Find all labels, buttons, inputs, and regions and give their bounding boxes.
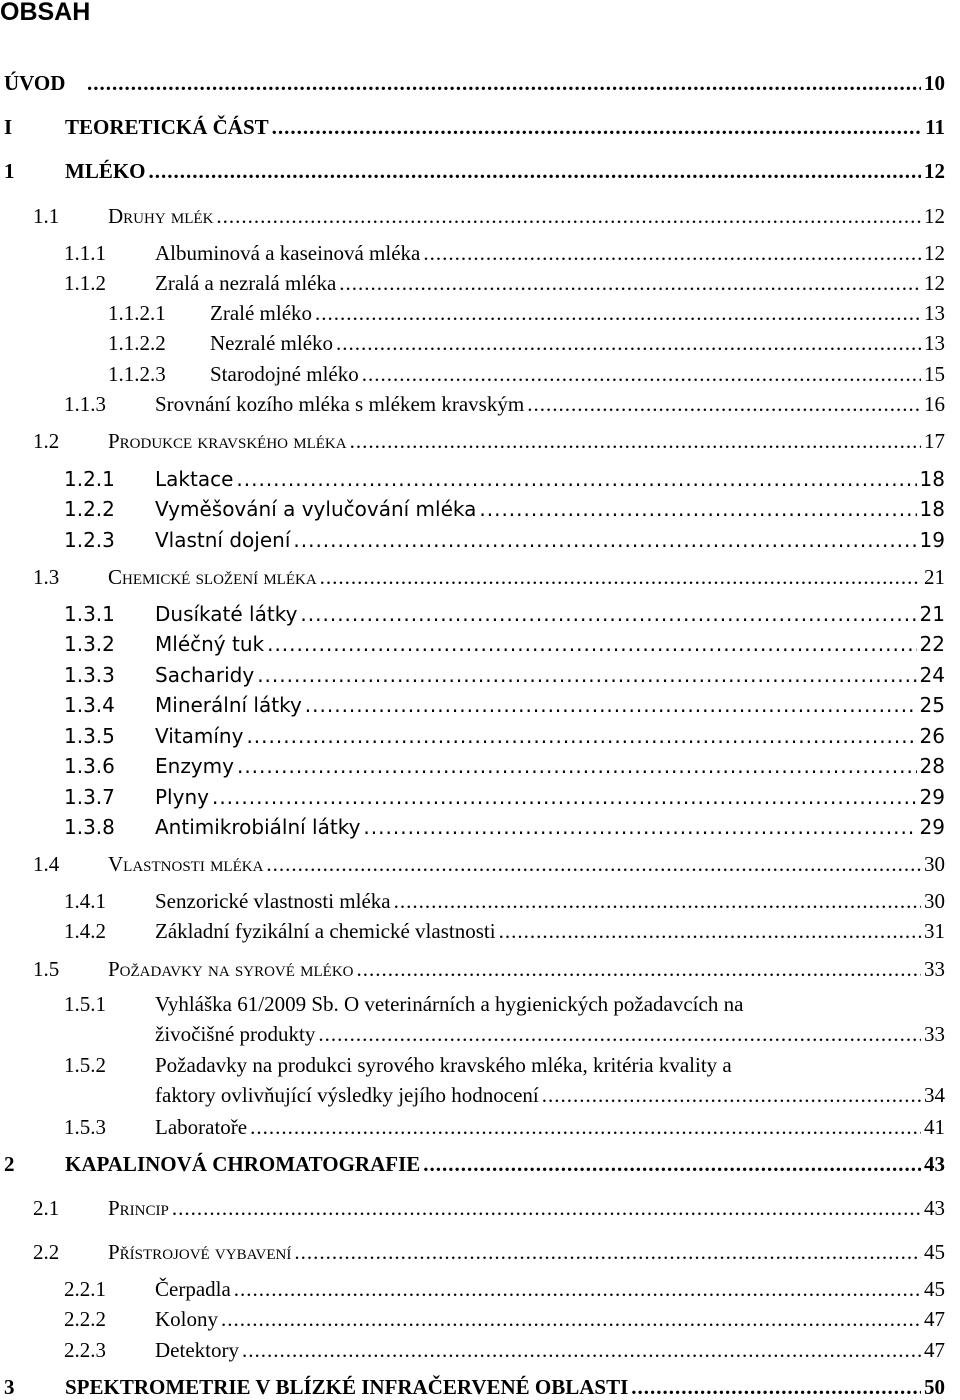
toc-entry-page: 50 bbox=[924, 1375, 945, 1399]
toc-entry-title-line1: Požadavky na produkci syrového kravského mléka, kritéria kvality a bbox=[155, 1053, 732, 1077]
dot-leader bbox=[212, 784, 917, 810]
toc-entry-title-line2 bbox=[155, 1022, 945, 1047]
toc-entry-title: Mléčný tuk bbox=[155, 632, 265, 656]
toc-entry-page: 28 bbox=[919, 754, 945, 778]
toc-entry-number: 1.2.2 bbox=[64, 497, 115, 521]
toc-entry-number: 2.2.2 bbox=[64, 1307, 106, 1331]
toc-entry-title: TEORETICKÁ ČÁST bbox=[65, 115, 269, 139]
toc-entry-number: 2.2 bbox=[33, 1240, 60, 1264]
dot-leader bbox=[357, 956, 922, 982]
toc-entry-number: 2.2.3 bbox=[64, 1338, 106, 1362]
toc-entry-number: 1.1 bbox=[33, 204, 60, 228]
toc-entry-line bbox=[155, 601, 945, 627]
toc-entry-title: Minerální látky bbox=[155, 693, 302, 717]
toc-entry-title: Přístrojové vybavení bbox=[108, 1240, 292, 1264]
toc-entry-line bbox=[65, 158, 945, 184]
dot-leader bbox=[149, 158, 921, 184]
dot-leader bbox=[242, 1337, 921, 1363]
toc-entry-title: SPEKTROMETRIE V BLÍZKÉ INFRAČERVENÉ OBLASTI bbox=[65, 1375, 629, 1399]
toc-entry-number: 1.3.5 bbox=[64, 724, 115, 748]
dot-leader bbox=[305, 692, 917, 718]
toc-entry-page: 30 bbox=[924, 852, 945, 876]
toc-entry-line bbox=[108, 203, 945, 229]
dot-leader bbox=[300, 601, 916, 627]
toc-entry-page: 30 bbox=[924, 889, 945, 913]
toc-entry-line bbox=[65, 114, 945, 140]
dot-leader bbox=[320, 564, 921, 590]
toc-entry-title: Srovnání kozího mléka s mlékem kravským bbox=[155, 392, 525, 416]
toc-entry-number: 1.3.8 bbox=[64, 815, 115, 839]
toc-entry-title: Laktace bbox=[155, 467, 234, 491]
toc-entry-title: živočišné produkty bbox=[155, 1022, 316, 1046]
dot-leader bbox=[294, 1239, 921, 1265]
toc-entry-page: 11 bbox=[925, 115, 945, 139]
dot-leader bbox=[267, 631, 916, 657]
toc-entry-title: Požadavky na syrové mléko bbox=[108, 957, 354, 981]
toc-entry-title-line1: Vyhláška 61/2009 Sb. O veterinárních a hygienických požadavcích na bbox=[155, 992, 744, 1016]
toc-entry-number: 1.4 bbox=[33, 852, 60, 876]
dot-leader bbox=[527, 391, 921, 417]
toc-entry-title: Kolony bbox=[155, 1307, 218, 1331]
toc-entry-number: 1.1.2.2 bbox=[108, 331, 166, 355]
dot-leader bbox=[257, 662, 916, 688]
toc-entry-page: 12 bbox=[924, 204, 945, 228]
toc-entry-page: 41 bbox=[924, 1115, 945, 1139]
toc-entry-line bbox=[155, 270, 945, 296]
toc-entry-page: 29 bbox=[919, 785, 945, 809]
toc-entry-number: 1.3.4 bbox=[64, 693, 115, 717]
toc-entry-title: Chemické složení mléka bbox=[108, 565, 317, 589]
toc-entry-page: 43 bbox=[924, 1196, 945, 1220]
toc-entry-title: Senzorické vlastnosti mléka bbox=[155, 889, 391, 913]
toc-entry-title: Albuminová a kaseinová mléka bbox=[155, 241, 421, 265]
toc-entry-number: 1.3.2 bbox=[64, 632, 115, 656]
toc-entry-line bbox=[155, 1306, 945, 1332]
toc-entry-page: 12 bbox=[924, 159, 945, 183]
toc-entry-page: 43 bbox=[924, 1152, 945, 1176]
toc-entry-title: Plyny bbox=[155, 785, 209, 809]
toc-entry-line bbox=[155, 496, 945, 522]
toc-entry-line bbox=[108, 1195, 945, 1221]
dot-leader bbox=[362, 361, 921, 387]
dot-leader bbox=[336, 330, 921, 356]
toc-entry-line bbox=[108, 564, 945, 590]
dot-leader bbox=[423, 1151, 921, 1177]
toc-entry-number: 1.4.1 bbox=[64, 889, 106, 913]
toc-entry-number: 1.2.1 bbox=[64, 467, 115, 491]
dot-leader bbox=[246, 723, 916, 749]
toc-entry-number: 2.1 bbox=[33, 1196, 60, 1220]
dot-leader bbox=[318, 1022, 921, 1047]
toc-entry-line bbox=[155, 1276, 945, 1302]
toc-entry-page: 25 bbox=[919, 693, 945, 717]
toc-entry-page: 19 bbox=[919, 528, 945, 552]
dot-leader bbox=[250, 1114, 921, 1140]
toc-entry-page: 45 bbox=[924, 1277, 945, 1301]
toc-entry-title: Vlastní dojení bbox=[155, 528, 291, 552]
toc-entry-page: 33 bbox=[924, 957, 945, 981]
toc-entry-line bbox=[108, 956, 945, 982]
toc-entry-number: 2 bbox=[4, 1152, 15, 1176]
toc-entry-number: 1.1.2.3 bbox=[108, 362, 166, 386]
toc-entry-number: 1.1.1 bbox=[64, 241, 106, 265]
toc-entry-line bbox=[155, 814, 945, 840]
toc-entry-page: 24 bbox=[919, 663, 945, 687]
toc-entry-number: 1.3 bbox=[33, 565, 60, 589]
toc-entry-title: Produkce kravského mléka bbox=[108, 429, 347, 453]
toc-entry-title: Zralé mléko bbox=[210, 301, 313, 325]
toc-entry-line bbox=[84, 70, 945, 96]
toc-entry-line bbox=[155, 391, 945, 417]
toc-entry-number: 1.2.3 bbox=[64, 528, 115, 552]
toc-entry-line bbox=[65, 1374, 945, 1400]
toc-entry-number: ÚVOD bbox=[4, 71, 66, 95]
toc-entry-number: 1.5 bbox=[33, 957, 60, 981]
toc-entry-page: 31 bbox=[924, 919, 945, 943]
toc-entry-title: Vitamíny bbox=[155, 724, 244, 748]
toc-entry-title: Laboratoře bbox=[155, 1115, 248, 1139]
toc-entry-line bbox=[155, 662, 945, 688]
toc-entry-number: 3 bbox=[4, 1375, 15, 1399]
toc-entry-line bbox=[155, 1337, 945, 1363]
toc-entry-title: Sacharidy bbox=[155, 663, 255, 687]
toc-entry-number: 1.3.1 bbox=[64, 602, 115, 626]
toc-entry-page: 17 bbox=[924, 429, 945, 453]
dot-leader bbox=[339, 270, 921, 296]
toc-entry-page: 13 bbox=[924, 301, 945, 325]
toc-entry-page: 33 bbox=[924, 1022, 945, 1046]
toc-entry-line bbox=[155, 631, 945, 657]
page-title: OBSAH bbox=[0, 0, 91, 26]
toc-entry-page: 47 bbox=[924, 1307, 945, 1331]
toc-entry-line bbox=[65, 1151, 945, 1177]
toc-entry-title: Nezralé mléko bbox=[210, 331, 334, 355]
toc-entry-number: 1.1.2 bbox=[64, 271, 106, 295]
toc-entry-number: 1.3.6 bbox=[64, 754, 115, 778]
toc-entry-title: Druhy mlék bbox=[108, 204, 214, 228]
toc-entry-line bbox=[155, 888, 945, 914]
toc-entry-number: 1.3.7 bbox=[64, 785, 115, 809]
dot-leader bbox=[172, 1195, 921, 1221]
toc-entry-page: 47 bbox=[924, 1338, 945, 1362]
toc-entry-page: 16 bbox=[924, 392, 945, 416]
toc-entry-title: Vlastnosti mléka bbox=[108, 852, 264, 876]
toc-entry-number: 1.5.1 bbox=[64, 992, 106, 1016]
toc-entry-line bbox=[155, 918, 945, 944]
toc-entry-page: 18 bbox=[919, 467, 945, 491]
toc-entry-title: Antimikrobiální látky bbox=[155, 815, 361, 839]
toc-entry-line bbox=[210, 300, 945, 326]
toc-entry-page: 12 bbox=[924, 241, 945, 265]
toc-entry-title: Starodojné mléko bbox=[210, 362, 359, 386]
dot-leader bbox=[542, 1083, 921, 1108]
toc-entry-page: 21 bbox=[924, 565, 945, 589]
dot-leader bbox=[266, 851, 921, 877]
toc-entry-title: MLÉKO bbox=[65, 159, 146, 183]
dot-leader bbox=[423, 240, 921, 266]
toc-entry-number: 1.1.2.1 bbox=[108, 301, 166, 325]
toc-entry-number: 1.2 bbox=[33, 429, 60, 453]
dot-leader bbox=[293, 527, 916, 553]
toc-entry-line bbox=[155, 692, 945, 718]
dot-leader bbox=[315, 300, 921, 326]
toc-entry-number: 1.3.3 bbox=[64, 663, 115, 687]
toc-entry-page: 15 bbox=[924, 362, 945, 386]
toc-entry-number: 1.5.3 bbox=[64, 1115, 106, 1139]
toc-entry-title: Čerpadla bbox=[155, 1277, 231, 1301]
toc-entry-line bbox=[108, 428, 945, 454]
toc-entry-line bbox=[155, 240, 945, 266]
toc-entry-title: faktory ovlivňující výsledky jejího hodnocení bbox=[155, 1083, 539, 1107]
dot-leader bbox=[236, 466, 916, 492]
toc-entry-page: 12 bbox=[924, 271, 945, 295]
toc-entry-line bbox=[155, 784, 945, 810]
toc-entry-page: 29 bbox=[919, 815, 945, 839]
toc-entry-title: Vyměšování a vylučování mléka bbox=[155, 497, 477, 521]
toc-entry-line bbox=[108, 851, 945, 877]
dot-leader bbox=[272, 114, 923, 140]
toc-entry-page: 13 bbox=[924, 331, 945, 355]
toc-entry-line bbox=[155, 527, 945, 553]
toc-entry-page: 26 bbox=[919, 724, 945, 748]
toc-entry-page: 10 bbox=[924, 71, 945, 95]
toc-entry-line bbox=[155, 466, 945, 492]
toc-entry-number: 1.4.2 bbox=[64, 919, 106, 943]
dot-leader bbox=[394, 888, 921, 914]
toc-entry-line bbox=[155, 1114, 945, 1140]
toc-entry-number: 2.2.1 bbox=[64, 1277, 106, 1301]
toc-entry-page: 45 bbox=[924, 1240, 945, 1264]
toc-entry-page: 21 bbox=[919, 602, 945, 626]
toc-entry-page: 34 bbox=[924, 1083, 945, 1107]
dot-leader bbox=[221, 1306, 921, 1332]
toc-entry-number: I bbox=[4, 115, 13, 139]
toc-entry-line bbox=[108, 1239, 945, 1265]
toc-entry-title: Dusíkaté látky bbox=[155, 602, 298, 626]
dot-leader bbox=[499, 918, 921, 944]
toc-entry-line bbox=[155, 753, 945, 779]
dot-leader bbox=[350, 428, 921, 454]
toc-entry-page: 22 bbox=[919, 632, 945, 656]
toc-entry-line bbox=[210, 330, 945, 356]
dot-leader bbox=[237, 753, 917, 779]
toc-entry-title: Detektory bbox=[155, 1338, 239, 1362]
toc-entry-number: 1.1.3 bbox=[64, 392, 106, 416]
dot-leader bbox=[363, 814, 916, 840]
dot-leader bbox=[234, 1276, 921, 1302]
toc-entry-number: 1 bbox=[4, 159, 15, 183]
dot-leader bbox=[631, 1374, 921, 1400]
toc-entry-title: Enzymy bbox=[155, 754, 234, 778]
toc-entry-title: Základní fyzikální a chemické vlastnosti bbox=[155, 919, 496, 943]
dot-leader bbox=[479, 496, 916, 522]
toc-entry-title: Zralá a nezralá mléka bbox=[155, 271, 337, 295]
dot-leader bbox=[87, 70, 921, 96]
toc-entry-line bbox=[155, 723, 945, 749]
dot-leader bbox=[216, 203, 921, 229]
toc-entry-page: 18 bbox=[919, 497, 945, 521]
toc-entry-title: Princip bbox=[108, 1196, 169, 1220]
toc-entry-title: KAPALINOVÁ CHROMATOGRAFIE bbox=[65, 1152, 421, 1176]
toc-entry-line bbox=[210, 361, 945, 387]
toc-entry-title-line2 bbox=[155, 1083, 945, 1108]
toc-entry-number: 1.5.2 bbox=[64, 1053, 106, 1077]
